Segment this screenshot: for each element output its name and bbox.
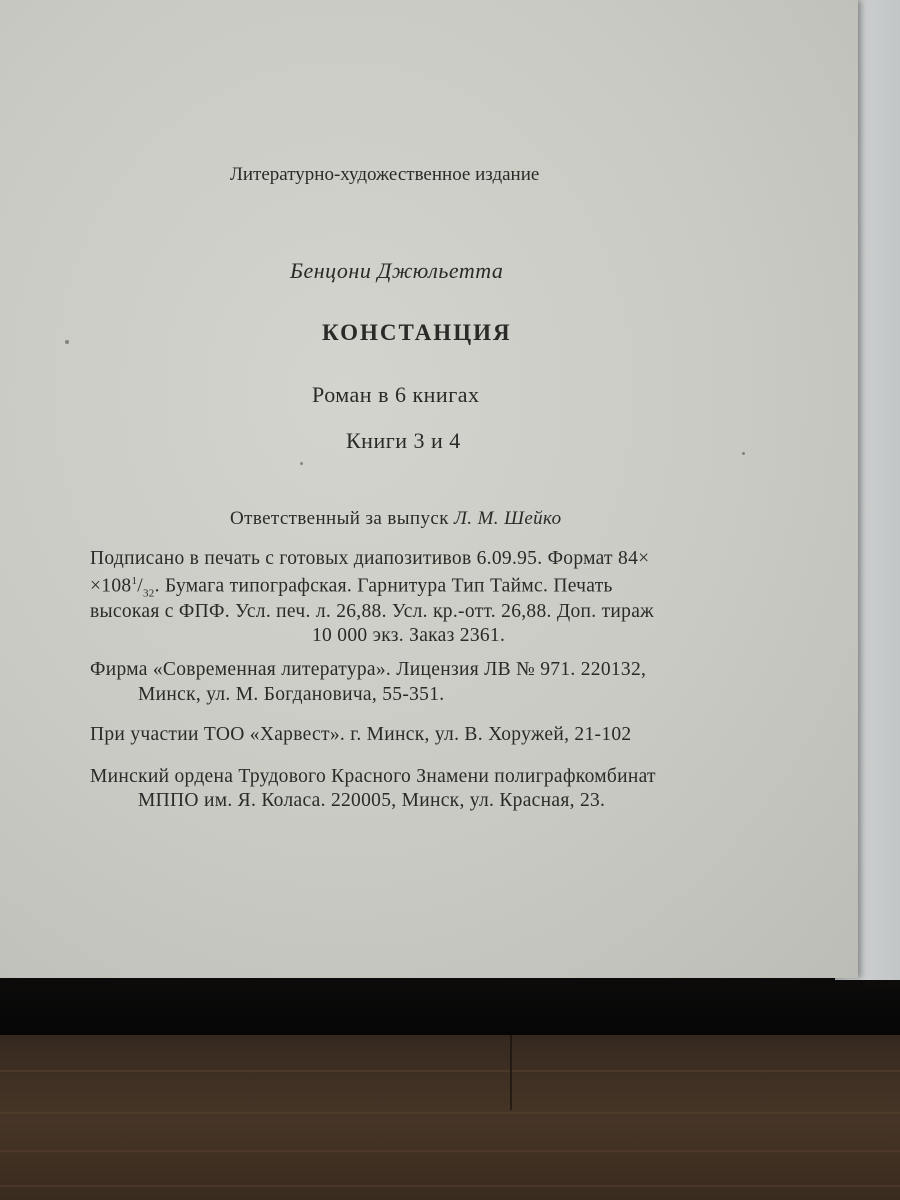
- print-details-line-4: 10 000 экз. Заказ 2361.: [312, 625, 506, 646]
- format-prefix: ×108: [90, 575, 132, 597]
- print-details-line-3: высокая с ФПФ. Усл. печ. л. 26,88. Усл. кр.-отт. 26,88. Доп. тираж: [90, 601, 654, 622]
- book-title: КОНСТАНЦИЯ: [322, 320, 512, 345]
- editor-label: Ответственный за выпуск: [230, 508, 449, 529]
- print-details-line-1: Подписано в печать с готовых диапозитивов 6.09.95. Формат 84×: [90, 548, 650, 569]
- publisher-line-2: Минск, ул. М. Богдановича, 55-351.: [138, 684, 445, 705]
- publisher-line-1: Фирма «Современная литература». Лицензия ЛВ № 971. 220132,: [90, 659, 647, 680]
- book-volumes: Книги 3 и 4: [346, 428, 461, 453]
- editor-name: Л. М. Шейко: [454, 508, 562, 529]
- printer-line-2: МППО им. Я. Коласа. 220005, Минск, ул. Красная, 23.: [138, 790, 606, 811]
- publication-type: Литературно-художественное издание: [230, 164, 540, 185]
- format-numerator: 1: [131, 575, 138, 587]
- format-slash: /: [137, 575, 143, 597]
- book-cover-edge: [0, 975, 900, 1035]
- printer-line-1: Минский ордена Трудового Красного Знамени полиграфкомбинат: [90, 766, 656, 787]
- format-denominator: 32: [142, 587, 155, 600]
- print-details-line-2: [90, 575, 613, 599]
- participant-line: При участии ТОО «Харвест». г. Минск, ул. В. Хоружей, 21-102: [90, 724, 632, 745]
- print-details-line-2-rest: . Бумага типографская. Гарнитура Тип Таймс. Печать: [154, 575, 613, 597]
- book-subtitle: Роман в 6 книгах: [312, 382, 480, 407]
- author-name: Бенцони Джюльетта: [290, 258, 504, 283]
- responsible-editor: [230, 508, 562, 530]
